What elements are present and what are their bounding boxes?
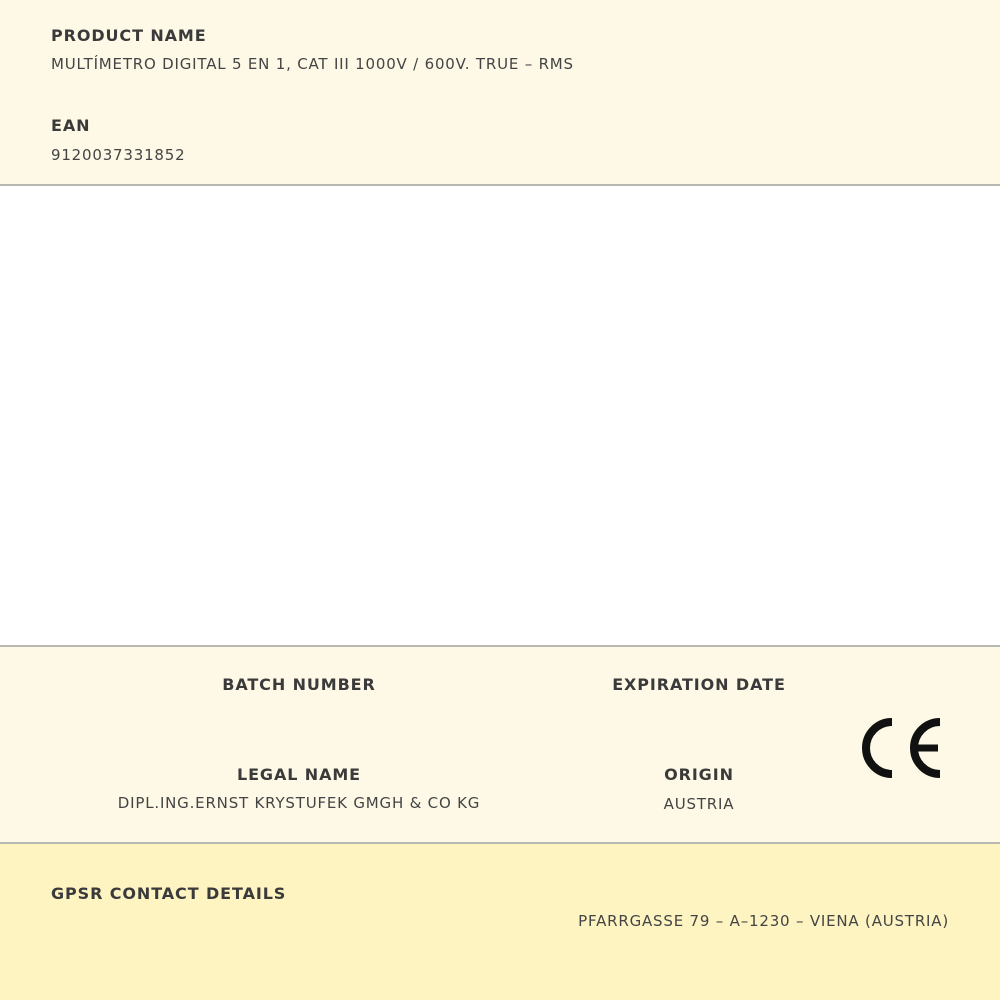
product-name-value: MULTÍMETRO DIGITAL 5 EN 1, CAT III 1000V / 600V. TRUE – RMS [51,55,574,73]
origin-label: ORIGIN [664,765,734,784]
product-name-label: PRODUCT NAME [51,26,207,45]
legal-name-value: DIPL.ING.ERNST KRYSTUFEK GMGH & CO KG [117,794,481,812]
details-section [0,645,1000,844]
expiration-date-label: EXPIRATION DATE [612,675,786,694]
gpsr-section [0,844,1000,1000]
product-info-section [0,0,1000,186]
gpsr-contact-label: GPSR CONTACT DETAILS [51,884,287,903]
legal-name-label: LEGAL NAME [236,765,362,784]
batch-number-label: BATCH NUMBER [222,675,376,694]
gpsr-address-value: PFARRGASSE 79 – A–1230 – VIENA (AUSTRIA) [578,912,949,930]
ean-label: EAN [51,116,91,135]
ean-value: 9120037331852 [51,146,186,164]
blank-area [0,186,1000,645]
origin-value: AUSTRIA [663,795,735,813]
ce-mark-icon [856,717,946,779]
